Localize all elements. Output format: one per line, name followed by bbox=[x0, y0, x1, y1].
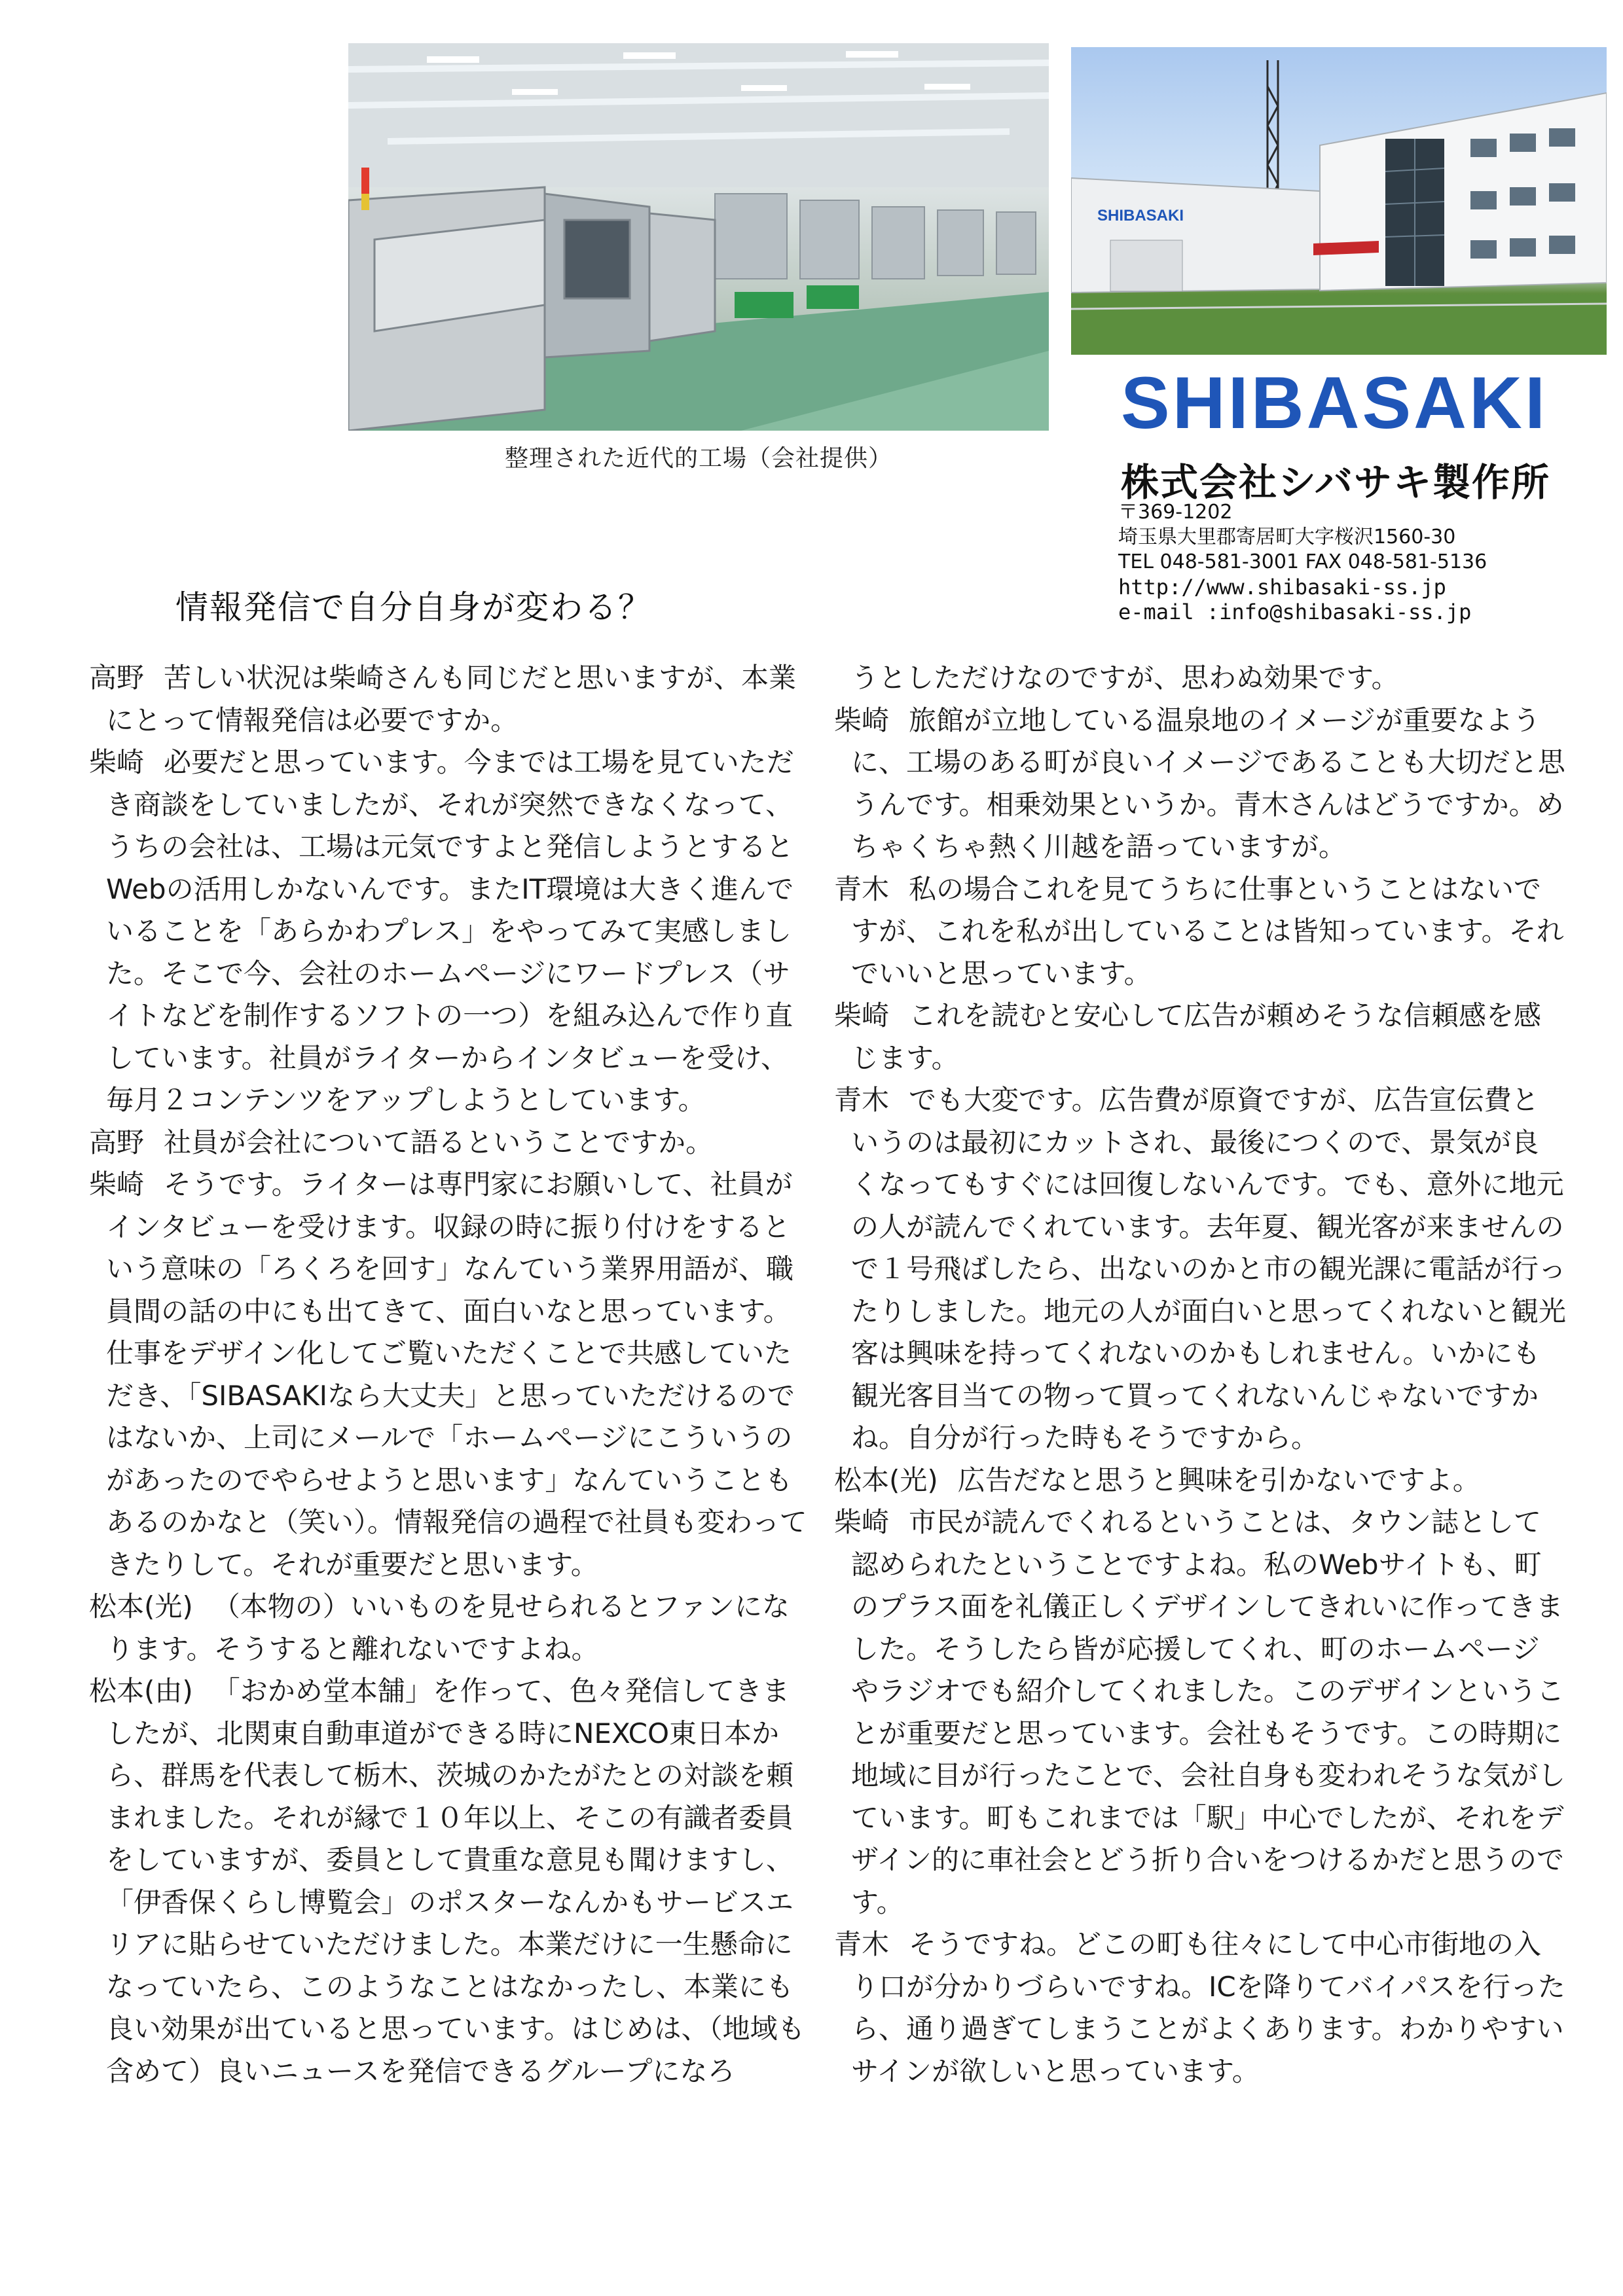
dialogue-paragraph bbox=[834, 1924, 1566, 2092]
speaker-name: 柴崎 bbox=[834, 1506, 890, 1538]
dialogue-text: 旅館が立地している温泉地のイメージが重要なように、工場のある町が良いイメージであることも大切だと思うんです。相乗効果というか。青木さんはどうですか。めちゃくちゃ熱く川越を語っていますが。 bbox=[851, 704, 1565, 863]
dialogue-paragraph bbox=[89, 1164, 816, 1586]
dialogue-paragraph bbox=[89, 657, 816, 742]
company-email[interactable]: e-mail :info@shibasaki-ss.jp bbox=[1118, 600, 1472, 624]
speaker-name: 松本(光) bbox=[89, 1590, 193, 1623]
dialogue-paragraph bbox=[89, 1122, 816, 1164]
photo-caption: 整理された近代的工場（会社提供） bbox=[504, 445, 892, 472]
dialogue-paragraph bbox=[834, 1501, 1566, 1924]
speaker-name: 柴崎 bbox=[89, 1168, 145, 1200]
speaker-name: 柴崎 bbox=[834, 704, 890, 736]
dialogue-paragraph bbox=[834, 700, 1566, 869]
dialogue-text: （本物の）いいものを見せられるとファンになります。そうすると離れないですよね。 bbox=[106, 1590, 790, 1665]
company-postal: 〒369-1202 bbox=[1118, 501, 1233, 524]
speaker-name: 青木 bbox=[834, 1084, 890, 1116]
dialogue-paragraph bbox=[89, 1586, 816, 1670]
dialogue-text: 広告だなと思うと興味を引かないですよ。 bbox=[957, 1463, 1480, 1496]
factory-photo bbox=[348, 43, 1049, 431]
company-logo: SHIBASAKI bbox=[1121, 362, 1548, 444]
dialogue-paragraph bbox=[89, 1670, 816, 2092]
dialogue-paragraph bbox=[834, 995, 1566, 1079]
dialogue-text: 苦しい状況は柴崎さんも同じだと思いますが、本業にとって情報発信は必要ですか。 bbox=[106, 662, 797, 736]
company-address: 埼玉県大里郡寄居町大字桜沢1560-30 bbox=[1118, 526, 1456, 548]
company-info bbox=[1118, 500, 1487, 624]
dialogue-text: でも大変です。広告費が原資ですが、広告宣伝費というのは最初にカットされ、最後につくので、景気が良くなってもすぐには回復しないんです。でも、意外に地元の人が読んでくれています。去年夏、観光客が来ませんので１号飛ばしたら、出ないのかと市の観光課に電話が行ったりしました。地元の人が面白いと思ってくれないと観光客は興味を持ってくれないのかもしれません。いかにも観光客目当ての物って買ってくれないんじゃないですかね。自分が行った時もそうですから。 bbox=[851, 1084, 1567, 1454]
dialogue-text: 「おかめ堂本舗」を作って、色々発信してきましたが、北関東自動車道ができる時にNEXCO東日本から、群馬を代表して栃木、茨城のかたがたとの対談を頼まれました。それが縁で１０年以上、そこの有識者委員をしていますが、委員として貴重な意見も聞けますし、「伊香保くらし博覧会」のポスターなんかもサービスエリアに貼らせていただけました。本業だけに一生懸命になっていたら、このようなことはなかったし、本業にも良い効果が出ていると思っています。はじめは、（地域も含めて）良いニュースを発信できるグループになろ bbox=[106, 1675, 805, 2087]
dialogue-text: 市民が読んでくれるということは、タウン誌として認められたということですよね。私のWebサイトも、町のプラス面を礼儀正しくデザインしてきれいに作ってきました。そうしたら皆が応援してくれ、町のホームページやラジオでも紹介してくれました。このデザインということが重要だと思っています。会社もそうです。この時期に地域に目が行ったことで、会社自身も変われそうな気がしています。町もこれまでは「駅」中心でしたが、それをデザイン的に車社会とどう折り合いをつけるかだと思うのです。 bbox=[851, 1506, 1566, 1918]
dialogue-paragraph bbox=[834, 657, 1566, 700]
dialogue-paragraph bbox=[89, 742, 816, 1122]
speaker-name: 高野 bbox=[89, 1126, 145, 1158]
dialogue-text: うとしただけなのですが、思わぬ効果です。 bbox=[851, 662, 1399, 694]
dialogue-paragraph bbox=[834, 1460, 1566, 1502]
company-name: 株式会社シバサキ製作所 bbox=[1121, 460, 1550, 505]
dialogue-text: そうですね。どこの町も往々にして中心市街地の入り口が分かりづらいですね。ICを降りてバイパスを行ったら、通り過ぎてしまうことがよくあります。わかりやすいサインが欲しいと思っています。 bbox=[851, 1928, 1565, 2087]
speaker-name: 高野 bbox=[89, 662, 145, 694]
building-photo bbox=[1071, 47, 1607, 355]
dialogue-text: そうです。ライターは専門家にお願いして、社員がインタビューを受けます。収録の時に振り付けをするという意味の「ろくろを回す」なんていう業界用語が、職員間の話の中にも出てきて、面白いなと思っています。仕事をデザイン化してご覧いただくことで共感していただき、「SIBASAKIなら大丈夫」と思っていただけるのではないか、上司にメールで「ホームページにこういうのがあったのでやらせようと思います」なんていうこともあるのかなと（笑い）。情報発信の過程で社員も変わってきたりして。それが重要だと思います。 bbox=[106, 1168, 807, 1581]
dialogue-paragraph bbox=[834, 869, 1566, 996]
left-column bbox=[89, 657, 816, 2092]
dialogue-paragraph bbox=[834, 1079, 1566, 1460]
speaker-name: 柴崎 bbox=[89, 746, 145, 778]
dialogue-text: これを読むと安心して広告が頼めそうな信頼感を感じます。 bbox=[851, 999, 1542, 1074]
speaker-name: 柴崎 bbox=[834, 999, 890, 1031]
building-sign: SHIBASAKI bbox=[1097, 207, 1184, 224]
company-website[interactable]: http://www.shibasaki-ss.jp bbox=[1118, 575, 1446, 600]
speaker-name: 松本(光) bbox=[834, 1463, 938, 1496]
dialogue-text: 必要だと思っています。今までは工場を見ていただき商談をしていましたが、それが突然できなくなって、うちの会社は、工場は元気ですよと発信しようとするとWebの活用しかないんです。またIT環境は大きく進んでいることを「あらかわプレス」をやってみて実感しました。そこで今、会社のホームページにワードプレス（サイトなどを制作するソフトの一つ）を組み込んで作り直しています。社員がライターからインタビューを受け、毎月２コンテンツをアップしようとしています。 bbox=[106, 746, 794, 1116]
dialogue-text: 私の場合これを見てうちに仕事ということはないですが、これを私が出していることは皆知っています。それでいいと思っています。 bbox=[851, 872, 1564, 990]
section-headline: 情報発信で自分自身が変わる？ bbox=[175, 588, 652, 626]
dialogue-text: 社員が会社について語るということですか。 bbox=[164, 1126, 714, 1158]
speaker-name: 松本(由) bbox=[89, 1675, 193, 1707]
speaker-name: 青木 bbox=[834, 872, 890, 905]
right-column bbox=[834, 657, 1566, 2092]
company-tel-fax: TEL 048-581-3001 FAX 048-581-5136 bbox=[1118, 550, 1487, 573]
speaker-name: 青木 bbox=[834, 1928, 890, 1960]
